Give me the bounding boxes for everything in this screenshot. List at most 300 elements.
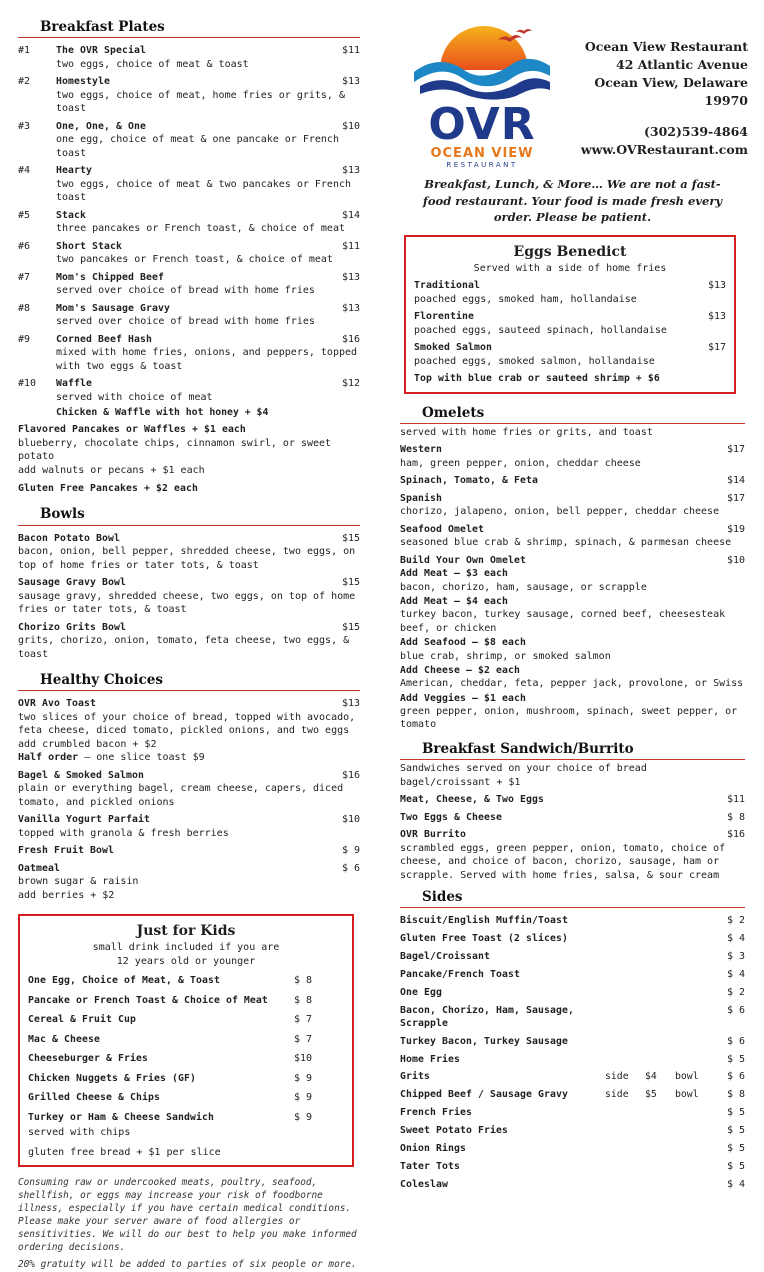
side-item: [400, 968, 745, 982]
menu-item: [400, 523, 745, 550]
addon-desc: bacon, chorizo, ham, sausage, or scrapple: [400, 581, 647, 593]
menu-item: [18, 813, 360, 840]
item-desc: plain or everything bagel, cream cheese, capers, diced tomato, and pickled onions: [18, 783, 344, 808]
bowl-size-label: bowl: [675, 1071, 699, 1083]
menu-item: [18, 862, 360, 889]
side-price: $ 4: [726, 933, 745, 945]
item-number: #8: [18, 302, 31, 314]
item-row: [28, 1033, 344, 1047]
item-desc: sausage gravy, shredded cheese, two eggs, on top of home fries or tater tots, & toast: [18, 590, 356, 616]
item-price: $15: [341, 577, 360, 589]
item-price: $16: [726, 829, 745, 841]
side-name: Chipped Beef / Sausage Gravy: [400, 1089, 568, 1101]
side-price: $ 5: [726, 1160, 745, 1172]
menu-item: [18, 333, 360, 374]
waffle-extra: Chicken & Waffle with hot honey + $4: [56, 407, 269, 419]
item-row: [18, 576, 360, 590]
section-title: Omelets: [400, 404, 745, 424]
side-item: [400, 914, 745, 928]
side-name: Tater Tots: [400, 1160, 460, 1172]
item-name: Sausage Gravy Bowl: [18, 577, 126, 589]
kids-box: [18, 914, 354, 1167]
item-number: #6: [18, 240, 31, 252]
menu-item: [18, 44, 360, 71]
side-price: $ 2: [726, 915, 745, 927]
item-name: Chicken Nuggets & Fries (GF): [28, 1072, 196, 1084]
item-name: Two Eggs & Cheese: [400, 811, 502, 823]
kids-item: [28, 1033, 344, 1047]
kids-item: [28, 1111, 344, 1125]
gluten-free-pancakes: Gluten Free Pancakes + $2 each: [18, 483, 198, 495]
item-desc: served over choice of bread with home fries: [56, 316, 315, 328]
item-price: $11: [341, 45, 360, 57]
side-item: [400, 1053, 745, 1067]
menu-item: [18, 271, 360, 298]
item-number: #3: [18, 120, 31, 132]
item-name: Spanish: [400, 492, 442, 504]
item-price: $13: [707, 280, 726, 292]
item-row: [28, 1013, 344, 1027]
side-price: $ 2: [726, 986, 745, 998]
addon-item: [400, 664, 745, 691]
bowls-section: [18, 505, 360, 661]
item-name: OVR Avo Toast: [18, 698, 96, 710]
item-row: [18, 813, 360, 827]
item-price: $13: [341, 76, 360, 88]
menu-item: [400, 828, 745, 882]
addon-desc: American, cheddar, feta, pepper jack, provolone, or Swiss: [400, 678, 744, 690]
item-price: $11: [341, 240, 360, 252]
item-price: $13: [341, 302, 360, 314]
item-row: [18, 271, 360, 285]
benedict-list: [414, 279, 726, 368]
item-row: [28, 994, 344, 1008]
item-row: [18, 844, 360, 858]
item-name: Stack: [56, 209, 86, 221]
addon-label: Add Meat – $4 each: [400, 596, 508, 608]
menu-item: [18, 120, 360, 161]
item-desc: ham, green pepper, onion, cheddar cheese: [400, 457, 641, 469]
restaurant-phone[interactable]: (302)539-4864: [644, 123, 748, 139]
item-row: [400, 443, 745, 457]
side-item: [400, 1070, 745, 1084]
item-row: [18, 862, 360, 876]
item-price: $10: [726, 554, 745, 566]
kids-sub1: small drink included if you are: [92, 942, 280, 954]
item-row: [18, 44, 360, 58]
side-item: [400, 1124, 745, 1138]
item-name: Mom's Chipped Beef: [56, 271, 164, 283]
side-price: $ 6: [726, 1035, 745, 1047]
addon-item: [400, 636, 745, 663]
benedict-sub: Served with a side of home fries: [473, 262, 667, 274]
item-name: Homestyle: [56, 76, 110, 88]
kids-item: [28, 1091, 344, 1105]
item-price: $13: [707, 311, 726, 323]
menu-item: [18, 769, 360, 810]
omelets-section: [400, 404, 745, 732]
item-name: OVR Burrito: [400, 829, 466, 841]
healthy-section: [18, 671, 360, 902]
item-price: $ 9: [294, 1111, 313, 1123]
side-name: Pancake/French Toast: [400, 969, 520, 981]
item-number: #1: [18, 45, 31, 57]
item-price: $13: [341, 165, 360, 177]
item-number: #9: [18, 333, 31, 345]
item-row: [18, 333, 360, 347]
kids-title: Just for Kids: [136, 923, 236, 940]
gratuity-note: 20% gratuity will be added to parties of six people or more.: [18, 1259, 357, 1271]
item-desc: served with choice of meat: [56, 391, 213, 403]
item-price: $ 9: [341, 845, 360, 857]
item-row: [18, 377, 360, 391]
item-name: Build Your Own Omelet: [400, 554, 526, 566]
item-number: #4: [18, 165, 31, 177]
item-desc: two eggs, choice of meat & two pancakes or French toast: [56, 178, 352, 204]
side-item: [400, 1106, 745, 1120]
addon-item: [400, 692, 745, 732]
addon-label: Add Meat – $3 each: [400, 568, 508, 580]
kids-item: [28, 974, 344, 988]
item-row: [400, 474, 745, 488]
kids-item: [28, 1072, 344, 1086]
item-price: $15: [341, 621, 360, 633]
side-price: $ 8: [726, 1089, 745, 1101]
side-item: [400, 932, 745, 946]
side-name: Onion Rings: [400, 1143, 466, 1154]
item-desc: topped with granola & fresh berries: [18, 827, 229, 839]
item-price: $12: [341, 378, 360, 390]
side-name: Turkey Bacon, Turkey Sausage: [400, 1035, 568, 1047]
sandwich-sub1: Sandwiches served on your choice of bread: [400, 763, 647, 775]
addon-desc: turkey bacon, turkey sausage, corned beef, cheesesteak beef, or chicken: [400, 609, 726, 634]
item-price: $13: [341, 271, 360, 283]
item-row: [18, 302, 360, 316]
bowl-size-label: bowl: [675, 1089, 699, 1101]
side-price: $ 6: [726, 1004, 745, 1016]
item-row: [28, 974, 344, 988]
side-item: [400, 1035, 745, 1049]
side-name: French Fries: [400, 1107, 472, 1119]
item-desc: grits, chorizo, onion, tomato, feta cheese, two eggs, & toast: [18, 635, 350, 660]
sides-list: [400, 914, 745, 1191]
avo-half: [18, 751, 360, 765]
item-name: Corned Beef Hash: [56, 333, 152, 345]
restaurant-website[interactable]: www.OVRestaurant.com: [580, 141, 748, 157]
item-row: [18, 75, 360, 89]
item-name: Cheeseburger & Fries: [28, 1053, 148, 1065]
item-price: $17: [726, 492, 745, 504]
item-price: $16: [341, 333, 360, 345]
flavored-title: Flavored Pancakes or Waffles + $1 each: [18, 424, 246, 436]
item-row: [18, 209, 360, 223]
item-row: [400, 492, 745, 506]
avo-bacon: add crumbled bacon + $2: [18, 738, 157, 750]
menu-item: [18, 75, 360, 116]
kids-gf-bread: gluten free bread + $1 per slice: [28, 1146, 221, 1158]
item-name: Chorizo Grits Bowl: [18, 621, 126, 633]
item-row: [28, 1052, 344, 1066]
item-row: [414, 310, 726, 324]
item-desc: poached eggs, smoked salmon, hollandaise: [414, 355, 655, 367]
menu-item: [18, 844, 360, 858]
omelets-sub: served with home fries or grits, and toast: [400, 426, 653, 438]
item-row: [28, 1091, 344, 1105]
item-desc: bacon, onion, bell pepper, shredded cheese, two eggs, on top of home fries or tater tots, & toast: [18, 546, 356, 571]
side-size-label: side: [605, 1071, 629, 1083]
side-size-price: $5: [645, 1089, 657, 1101]
side-name: Biscuit/English Muffin/Toast: [400, 915, 568, 927]
item-row: [18, 621, 360, 635]
kids-list: [28, 974, 344, 1124]
item-number: #7: [18, 271, 31, 283]
item-price: $ 8: [294, 975, 313, 987]
item-desc: two eggs, choice of meat & toast: [56, 58, 249, 70]
kids-sandwich-desc: served with chips: [28, 1127, 131, 1139]
item-row: [18, 120, 360, 134]
benedict-box: [404, 235, 736, 394]
menu-item: [400, 492, 745, 519]
item-price: $10: [341, 814, 360, 826]
logo-sub: OCEAN VIEW: [430, 145, 534, 161]
item-row: [28, 1072, 344, 1086]
item-price: $14: [341, 209, 360, 221]
item-name: Hearty: [56, 165, 92, 177]
sunset-waves-icon: [412, 10, 552, 100]
restaurant-street: 42 Atlantic Avenue: [616, 57, 748, 73]
item-price: $ 7: [294, 1014, 313, 1026]
menu-item: [400, 554, 745, 568]
menu-item: [18, 697, 360, 765]
item-price: $13: [341, 698, 360, 710]
item-desc: three pancakes or French toast, & choice of meat: [56, 223, 345, 235]
item-desc: poached eggs, sauteed spinach, hollandaise: [414, 324, 667, 336]
addon-label: Add Seafood – $8 each: [400, 637, 526, 649]
logo: [412, 10, 552, 169]
item-desc: two pancakes or French toast, & choice of meat: [56, 254, 333, 266]
flavored-nuts: add walnuts or pecans + $1 each: [18, 464, 205, 476]
item-name: Mom's Sausage Gravy: [56, 302, 170, 314]
item-price: $ 7: [294, 1033, 313, 1045]
item-desc: mixed with home fries, onions, and peppers, topped with two eggs & toast: [56, 347, 358, 372]
side-item: [400, 1004, 745, 1030]
right-column: [400, 0, 748, 1196]
item-name: Smoked Salmon: [414, 342, 492, 354]
item-row: [400, 793, 745, 807]
side-price: $ 5: [726, 1053, 745, 1065]
menu-item: [18, 302, 360, 329]
side-name: Grits: [400, 1071, 430, 1083]
item-name: Western: [400, 444, 442, 456]
side-item: [400, 1088, 745, 1102]
sandwich-section: [400, 740, 745, 882]
logo-text: OVR: [428, 98, 536, 150]
flavored-block: [18, 406, 360, 495]
menu-item: [18, 209, 360, 236]
item-name: Bagel & Smoked Salmon: [18, 769, 144, 781]
side-item: [400, 1160, 745, 1174]
item-name: Fresh Fruit Bowl: [18, 845, 114, 857]
item-row: [400, 523, 745, 537]
item-desc: poached eggs, smoked ham, hollandaise: [414, 293, 637, 305]
item-name: Vanilla Yogurt Parfait: [18, 814, 150, 826]
item-name: Short Stack: [56, 240, 122, 252]
kids-item: [28, 1052, 344, 1066]
item-desc: seasoned blue crab & shrimp, spinach, & parmesan cheese: [400, 537, 732, 549]
addon-desc: green pepper, onion, mushroom, spinach, sweet pepper, or tomato: [400, 705, 738, 731]
item-name: The OVR Special: [56, 45, 146, 57]
healthy-list: [18, 769, 360, 889]
section-title: Breakfast Sandwich/Burrito: [400, 740, 745, 760]
menu-item: [18, 240, 360, 267]
item-desc: two slices of your choice of bread, topped with avocado, feta cheese, diced tomato, pickled onions, and two eggs: [18, 711, 356, 737]
item-desc: chorizo, jalapeno, onion, bell pepper, cheddar cheese: [400, 506, 720, 518]
header: [400, 0, 748, 170]
kids-sub2: 12 years old or younger: [116, 955, 256, 967]
menu-item: [18, 576, 360, 617]
side-price: $ 5: [726, 1143, 745, 1154]
item-name: Mac & Cheese: [28, 1033, 100, 1045]
flavored-desc: blueberry, chocolate chips, cinnamon swirl, or sweet potato: [18, 437, 332, 463]
item-price: $11: [726, 794, 745, 806]
item-name: Seafood Omelet: [400, 523, 484, 535]
benedict-extra: Top with blue crab or sauteed shrimp + $6: [414, 373, 660, 385]
restaurant-info: [548, 38, 748, 159]
sandwich-sub2: bagel/croissant + $1: [400, 776, 521, 788]
section-title: Bowls: [18, 505, 360, 525]
logo-sub2: RESTAURANT: [446, 160, 518, 169]
menu-item: [400, 811, 745, 825]
item-name: Turkey or Ham & Cheese Sandwich: [28, 1111, 214, 1123]
item-name: Bacon Potato Bowl: [18, 532, 120, 544]
addon-item: [400, 595, 745, 635]
sides-section: [400, 888, 745, 1191]
item-row: [18, 240, 360, 254]
menu-item: [414, 279, 726, 306]
sandwich-list: [400, 793, 745, 882]
item-row: [414, 279, 726, 293]
item-price: $ 6: [341, 862, 360, 874]
item-desc: scrambled eggs, green pepper, onion, tomato, choice of cheese, and choice of bacon, chorizo, sausage, ham or scrapple. Served with home fries, salsa, & sour cream: [400, 842, 726, 881]
tagline: Breakfast, Lunch, & More… We are not a fast-food restaurant. Your food is made fresh every order. Please be patient.: [422, 177, 723, 225]
menu-item: [400, 443, 745, 470]
item-name: One, One, & One: [56, 120, 146, 132]
section-title: Sides: [400, 888, 745, 908]
item-name: Oatmeal: [18, 862, 60, 874]
item-number: #10: [18, 378, 37, 390]
omelets-list: [400, 443, 745, 567]
item-price: $15: [341, 532, 360, 544]
item-price: $17: [707, 342, 726, 354]
item-price: $16: [341, 769, 360, 781]
item-price: $10: [341, 120, 360, 132]
item-row: [18, 769, 360, 783]
breakfast-plates-section: [18, 18, 360, 495]
restaurant-name: Ocean View Restaurant: [584, 39, 748, 54]
side-price: $ 4: [726, 1178, 745, 1190]
item-name: Florentine: [414, 311, 474, 323]
side-size-price: $4: [645, 1071, 657, 1083]
bowls-list: [18, 532, 360, 662]
menu-item: [18, 532, 360, 573]
menu-item: [400, 793, 745, 807]
menu-item: [414, 310, 726, 337]
side-price: $ 5: [726, 1125, 745, 1137]
addons-list: [400, 567, 745, 732]
item-price: $ 9: [294, 1092, 313, 1104]
item-name: Waffle: [56, 378, 92, 390]
side-item: [400, 1142, 745, 1156]
side-price: $ 5: [726, 1107, 745, 1119]
item-row: [414, 341, 726, 355]
side-price: $ 6: [726, 1071, 745, 1083]
side-name: Bagel/Croissant: [400, 951, 490, 963]
item-desc: served over choice of bread with home fries: [56, 285, 315, 297]
menu-item: [18, 377, 360, 404]
side-price: $ 4: [726, 969, 745, 981]
item-name: Traditional: [414, 280, 480, 292]
item-name: Cereal & Fruit Cup: [28, 1014, 136, 1026]
side-item: [400, 986, 745, 1000]
side-name: Home Fries: [400, 1053, 460, 1065]
kids-item: [28, 1013, 344, 1027]
plates-list: [18, 44, 360, 404]
item-row: [400, 828, 745, 842]
side-name: Gluten Free Toast (2 slices): [400, 933, 568, 945]
addon-desc: blue crab, shrimp, or smoked salmon: [400, 650, 611, 662]
section-title: Breakfast Plates: [18, 18, 360, 38]
item-price: $10: [294, 1053, 313, 1065]
item-row: [28, 1111, 344, 1125]
addon-label: Add Cheese – $2 each: [400, 665, 520, 676]
side-size-label: side: [605, 1089, 629, 1101]
item-number: #2: [18, 76, 31, 88]
oatmeal-extra: add berries + $2: [18, 889, 115, 901]
side-name: Coleslaw: [400, 1178, 448, 1190]
item-name: Pancake or French Toast & Choice of Meat: [28, 994, 268, 1006]
addon-label: Add Veggies – $1 each: [400, 692, 526, 704]
item-desc: one egg, choice of meat & one pancake or French toast: [56, 134, 339, 159]
restaurant-city: Ocean View, Delaware 19970: [594, 75, 748, 109]
side-name: Sweet Potato Fries: [400, 1125, 508, 1137]
item-price: $14: [726, 475, 745, 487]
item-name: Grilled Cheese & Chips: [28, 1092, 160, 1104]
item-price: $19: [726, 523, 745, 535]
side-name: Bacon, Chorizo, Ham, Sausage, Scrapple: [400, 1004, 574, 1030]
item-name: Meat, Cheese, & Two Eggs: [400, 794, 544, 806]
item-name: One Egg, Choice of Meat, & Toast: [28, 975, 220, 987]
item-number: #5: [18, 209, 31, 221]
section-title: Healthy Choices: [18, 671, 360, 691]
avo-half-rest: – one slice toast $9: [78, 752, 205, 764]
menu-item: [18, 621, 360, 662]
item-desc: brown sugar & raisin: [18, 876, 139, 888]
menu-item: [400, 474, 745, 488]
item-row: [18, 532, 360, 546]
item-row: [400, 554, 745, 568]
item-name: Spinach, Tomato, & Feta: [400, 475, 538, 487]
item-desc: two eggs, choice of meat, home fries or grits, & toast: [56, 89, 345, 115]
avo-half-label: Half order: [18, 752, 79, 764]
side-item: [400, 1178, 745, 1192]
left-column: [18, 0, 360, 1272]
item-price: $ 9: [294, 1072, 313, 1084]
benedict-title: Eggs Benedict: [513, 244, 627, 261]
item-row: [400, 811, 745, 825]
side-name: One Egg: [400, 986, 442, 998]
menu-item: [414, 341, 726, 368]
addon-item: [400, 567, 745, 594]
